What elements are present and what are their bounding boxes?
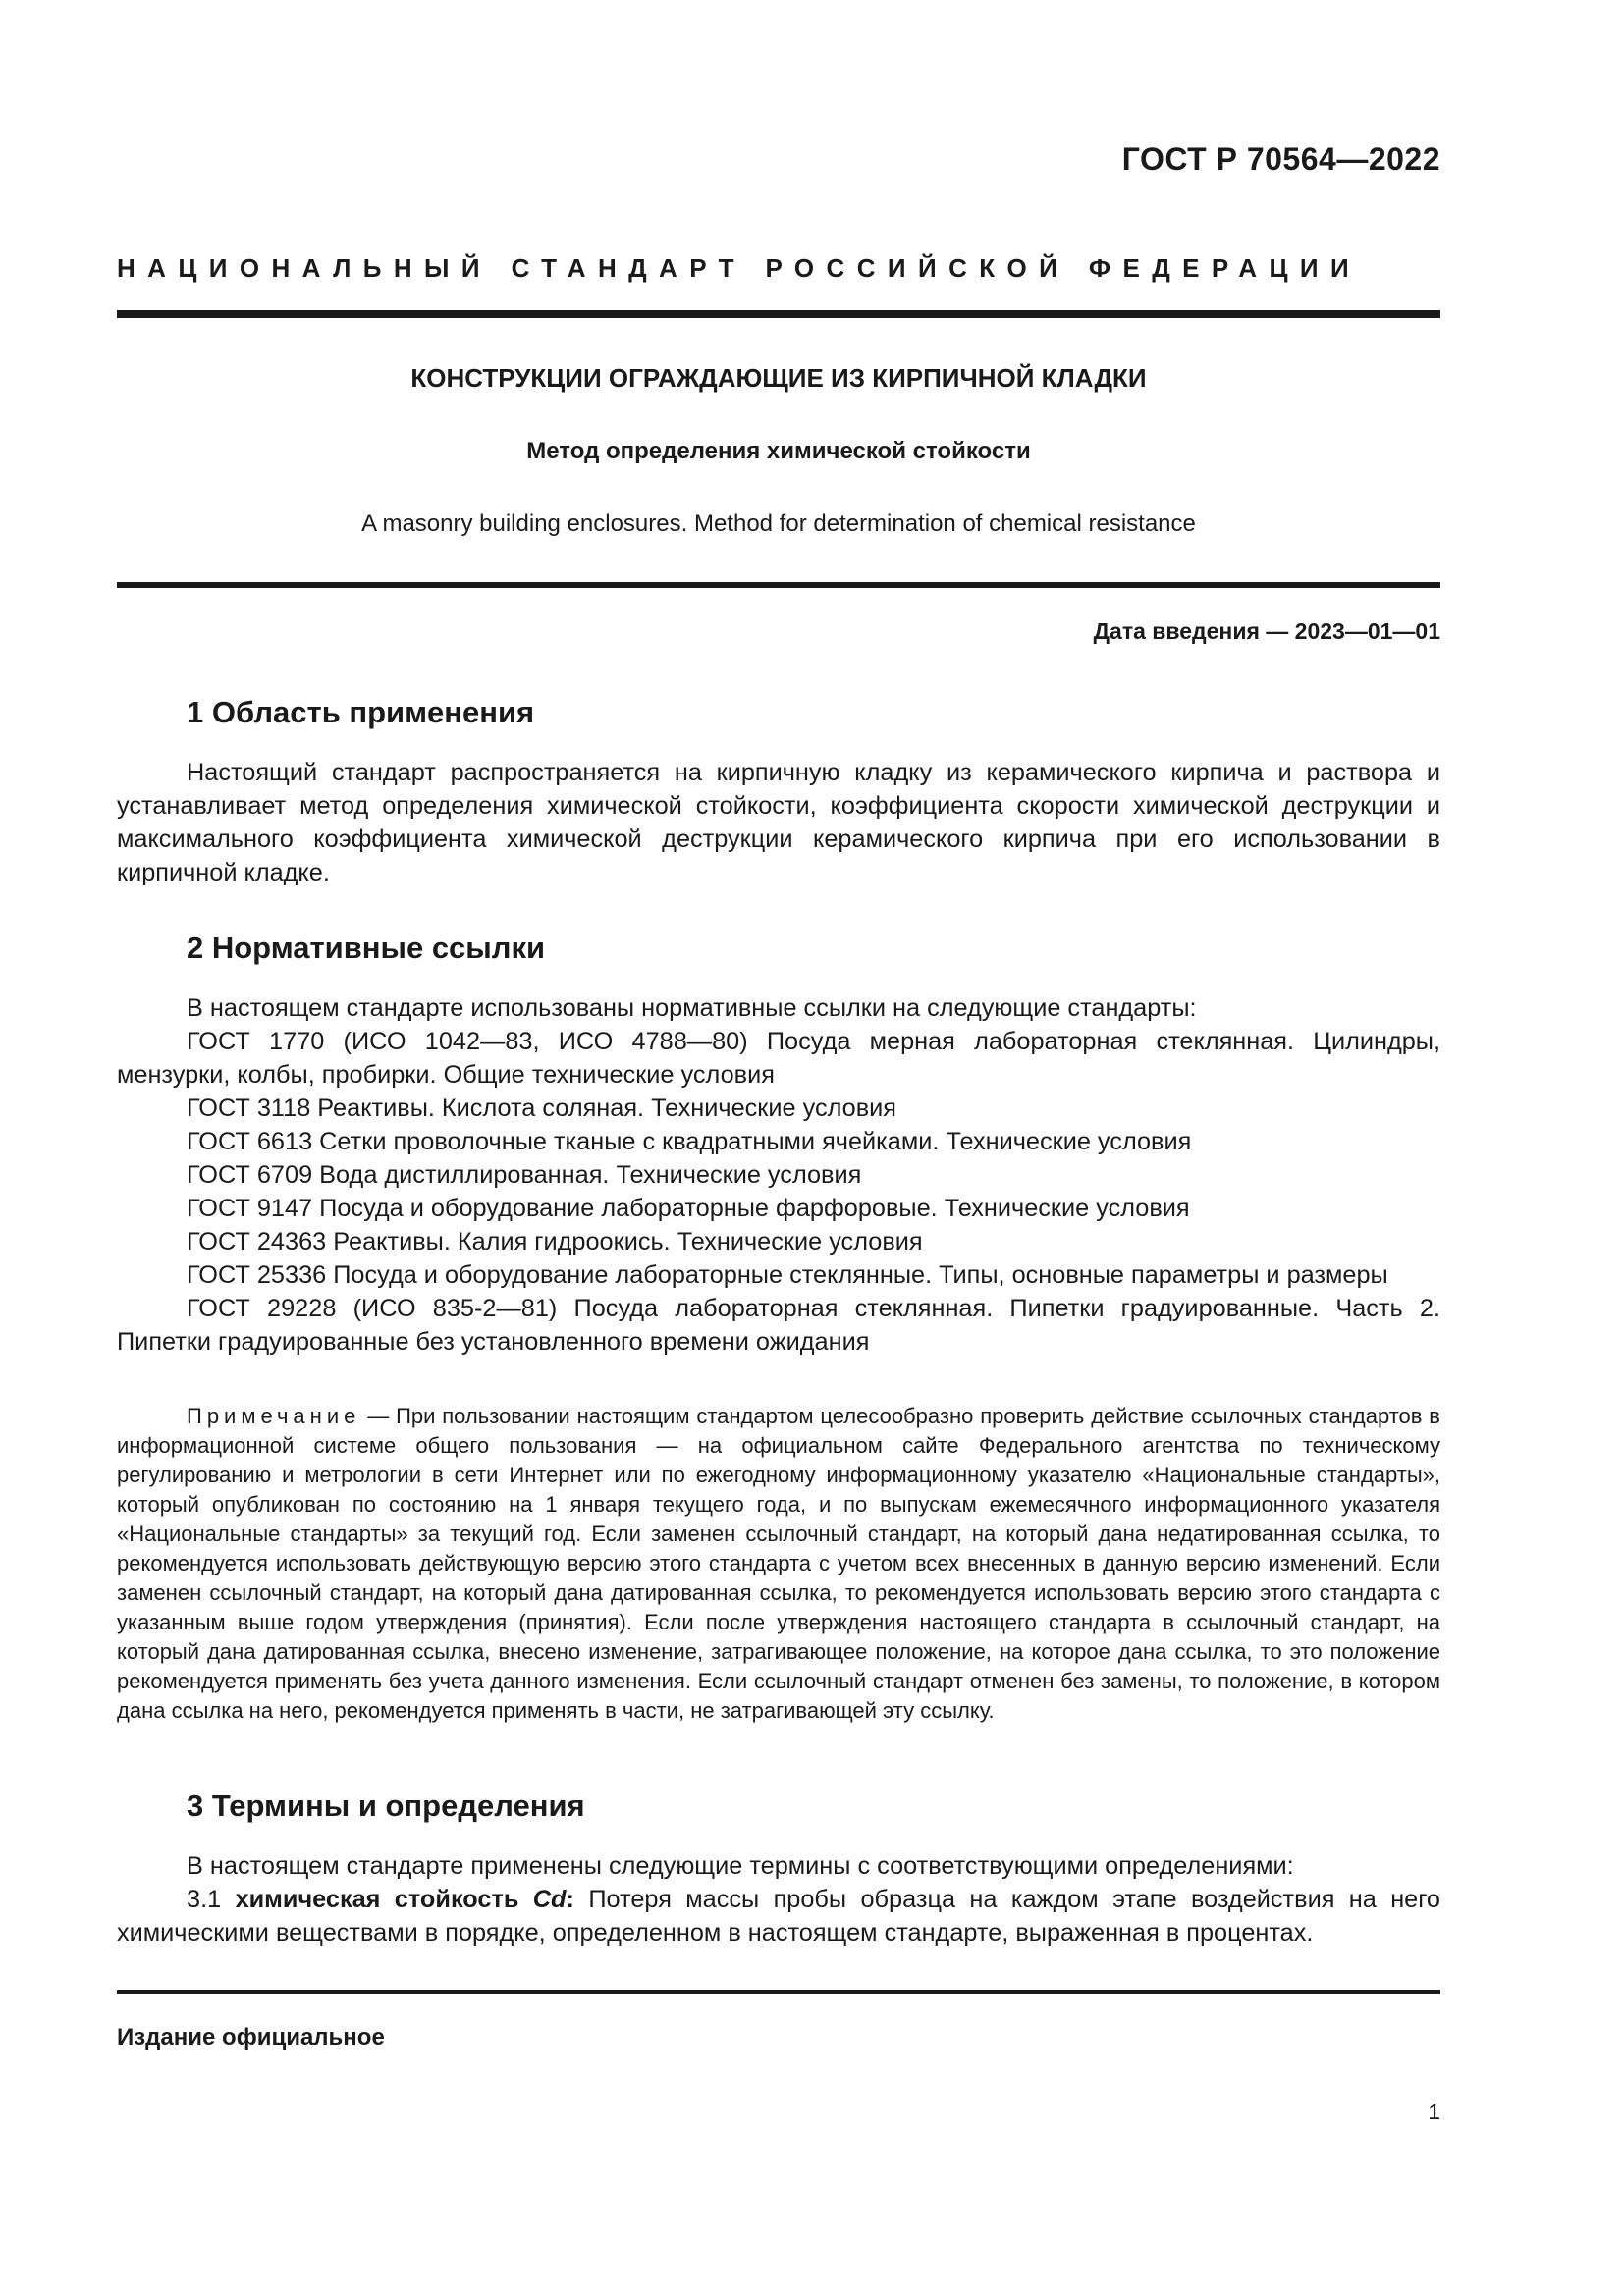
- term-colon: :: [566, 1886, 574, 1913]
- section-1-text: Настоящий стандарт распространяется на кирпичную кладку из керамического кирпича и раствора и устанавливает метод определения химической стойкости, коэффициента скорости химической деструкции и максимального коэффициента химической деструкции керамического кирпича при его использовании в кирпичной кладке.: [117, 759, 1440, 886]
- bottom-rule: [117, 1990, 1440, 1994]
- terms-intro: В настоящем стандарте применены следующие термины с соответствующими определениями:: [187, 1852, 1294, 1880]
- reference-item: ГОСТ 6613 Сетки проволочные тканые с квадратными ячейками. Технические условия: [187, 1128, 1192, 1155]
- national-standard-banner: НАЦИОНАЛЬНЫЙ СТАНДАРТ РОССИЙСКОЙ ФЕДЕРАЦИИ: [117, 253, 1362, 283]
- term-name: химическая стойкость: [235, 1886, 533, 1913]
- term-symbol: Cd: [532, 1886, 567, 1913]
- reference-item: ГОСТ 25336 Посуда и оборудование лабораторные стеклянные. Типы, основные параметры и размеры: [187, 1261, 1388, 1289]
- note-label: Примечание: [187, 1404, 361, 1428]
- effective-date: Дата введения — 2023—01—01: [1093, 618, 1440, 644]
- note-text: — При пользовании настоящим стандартом целесообразно проверить действие ссылочных стандартов в информационной системе общего пользования — на официальном сайте Федерального агентства по техническому регулированию и метрологии в сети Интернет или по ежегодному информационному указателю «Национальные стандарты», который опубликован по состоянию на 1 января текущего года, и по выпускам ежемесячного информационного указателя «Национальные стандарты» за текущий год. Если заменен ссылочный стандарт, на который дана недатированная ссылка, то рекомендуется использовать действующую версию этого стандарта с учетом всех внесенных в данную версию изменений. Если заменен ссылочный стандарт, на который дана датированная ссылка, то рекомендуется использовать версию этого стандарта с указанным выше годом утверждения (принятия). Если после утверждения настоящего стандарта в ссылочный стандарт, на который дана датированная ссылка, внесено изменение, затрагивающее положение, на которое дана ссылка, то это положение рекомендуется применять без учета данного изменения. Если ссылочный стандарт отменен без замены, то положение, в котором дана ссылка на него, рекомендуется применять в части, не затрагивающей эту ссылку.: [117, 1404, 1440, 1723]
- title-rule: [117, 582, 1440, 588]
- page-number: 1: [1428, 2099, 1440, 2124]
- reference-item: ГОСТ 1770 (ИСО 1042—83, ИСО 4788—80) Посуда мерная лабораторная стеклянная. Цилиндры, мензурки, колбы, пробирки. Общие технические условия: [117, 1028, 1440, 1089]
- terms-definitions: [117, 1849, 1440, 1949]
- document-subtitle: Метод определения химической стойкости: [526, 438, 1031, 464]
- reference-item: ГОСТ 6709 Вода дистиллированная. Технические условия: [187, 1161, 862, 1189]
- top-rule: [117, 310, 1440, 318]
- term-3-1: [117, 1883, 1440, 1949]
- section-1-heading: 1 Область применения: [187, 695, 535, 729]
- document-title: КОНСТРУКЦИИ ОГРАЖДАЮЩИЕ ИЗ КИРПИЧНОЙ КЛАДКИ: [410, 363, 1147, 393]
- reference-item: ГОСТ 24363 Реактивы. Калия гидроокись. Технические условия: [187, 1228, 923, 1255]
- normative-references: [117, 991, 1440, 1359]
- reference-item: ГОСТ 9147 Посуда и оборудование лабораторные фарфоровые. Технические условия: [187, 1195, 1190, 1222]
- references-intro: В настоящем стандарте использованы нормативные ссылки на следующие стандарты:: [187, 994, 1197, 1022]
- official-edition-label: Издание официальное: [117, 2024, 385, 2051]
- reference-item: ГОСТ 29228 (ИСО 835-2—81) Посуда лабораторная стеклянная. Пипетки градуированные. Часть 2. Пипетки градуированные без установленного времени ожидания: [117, 1295, 1440, 1356]
- section-2-heading: 2 Нормативные ссылки: [187, 931, 546, 965]
- english-title: A masonry building enclosures. Method for determination of chemical resistance: [361, 510, 1196, 537]
- term-number: 3.1: [187, 1886, 236, 1913]
- reference-item: ГОСТ 3118 Реактивы. Кислота соляная. Технические условия: [187, 1095, 896, 1122]
- references-note: [117, 1402, 1440, 1726]
- term-definition: Потеря массы пробы образца на каждом этапе воздействия на него химическими веществами в порядке, определенном в настоящем стандарте, выраженная в процентах.: [117, 1886, 1440, 1947]
- document-number: ГОСТ Р 70564—2022: [1121, 141, 1440, 177]
- section-3-heading: 3 Термины и определения: [187, 1789, 585, 1823]
